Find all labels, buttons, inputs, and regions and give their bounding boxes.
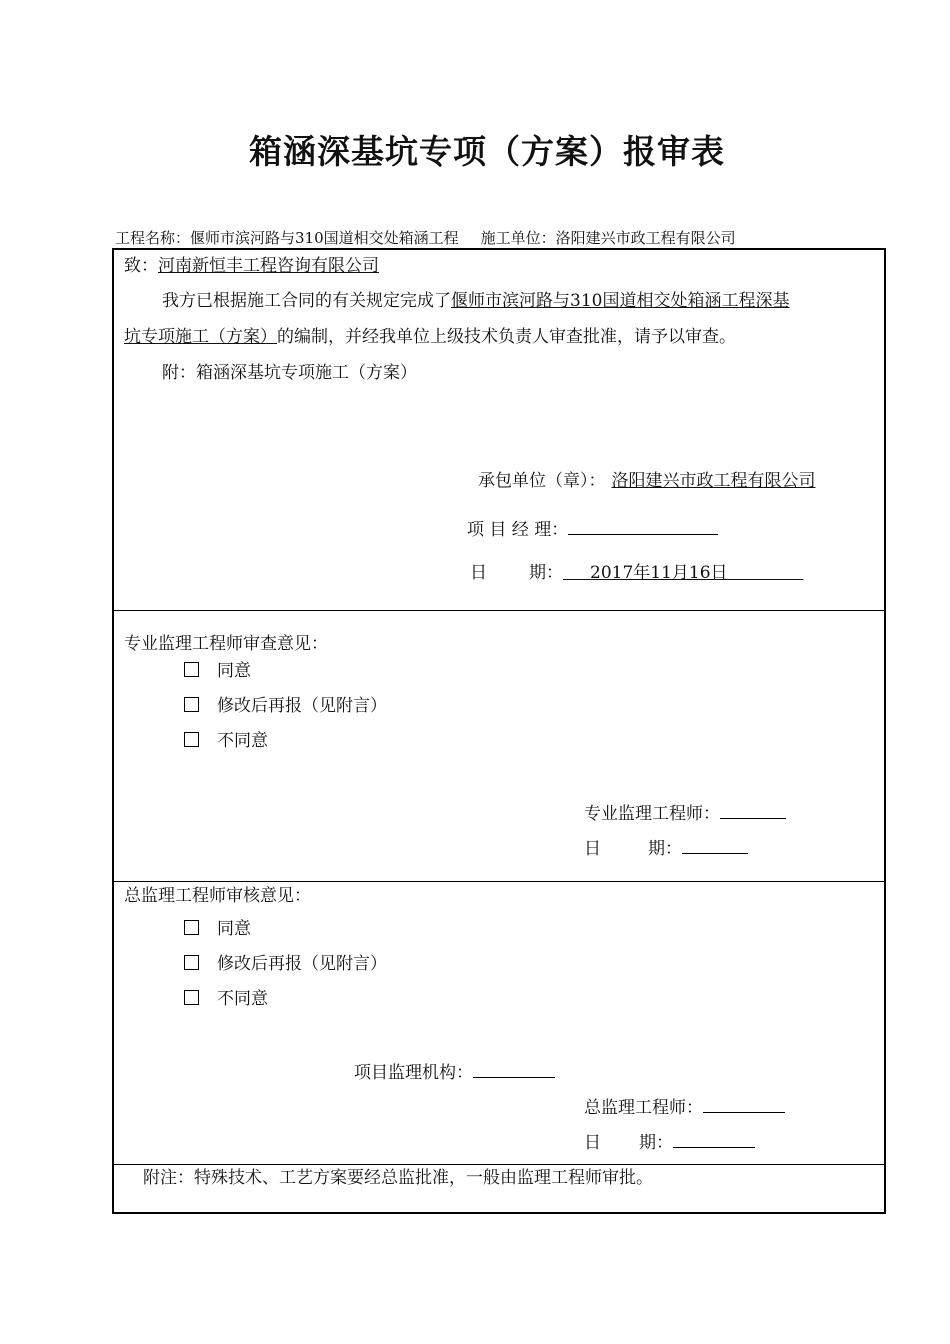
date-label-b: 期：: [639, 1133, 673, 1153]
option-agree[interactable]: [184, 662, 251, 680]
specialist-heading: 专业监理工程师审查意见：: [124, 634, 328, 654]
contractor-seal-line: [478, 473, 816, 490]
option-disagree[interactable]: [184, 732, 268, 750]
chief-review-section: [114, 882, 884, 1165]
checkbox-icon[interactable]: [184, 990, 199, 1005]
option-agree[interactable]: [184, 920, 251, 938]
body-suffix: 的编制，并经我单位上级技术负责人审查批准，请予以审查。: [277, 327, 736, 347]
chief-date-blank: [673, 1132, 755, 1148]
specialist-signature-line: [584, 803, 786, 823]
checkbox-icon[interactable]: [184, 662, 199, 677]
recipient-name: 河南新恒丰工程咨询有限公司: [158, 256, 379, 276]
chief-engineer-label: 总监理工程师：: [584, 1098, 703, 1118]
body-line-1: [162, 293, 789, 310]
org-label: 项目监理机构：: [354, 1063, 473, 1083]
contractor-seal-value: 洛阳建兴市政工程有限公司: [611, 471, 816, 491]
page-title: 箱涵深基坑专项（方案）报审表: [249, 132, 725, 171]
body-line-2: [124, 329, 736, 346]
specialist-date-line: [584, 838, 748, 858]
specialist-date-blank: [682, 838, 748, 854]
recipient-line: [124, 258, 379, 275]
chief-signature-line: [584, 1097, 785, 1117]
contractor-name: 洛阳建兴市政工程有限公司: [555, 229, 736, 247]
option-revise[interactable]: [184, 955, 387, 973]
checkbox-icon[interactable]: [184, 732, 199, 747]
review-form: [112, 248, 886, 1214]
footer-note: 附注：特殊技术、工艺方案要经总监批准，一般由监理工程师审批。: [143, 1168, 653, 1188]
specialist-signature-blank: [720, 803, 786, 819]
option-label: 修改后再报（见附言）: [217, 954, 387, 974]
checkbox-icon[interactable]: [184, 697, 199, 712]
option-label: 修改后再报（见附言）: [217, 696, 387, 716]
manager-label: 项 目 经 理：: [467, 520, 569, 540]
manager-signature-blank: [568, 519, 718, 535]
date-label-b: 期：: [529, 563, 563, 583]
option-label: 不同意: [217, 989, 268, 1009]
submission-date-line: [470, 565, 803, 582]
body-prefix: 我方已根据施工合同的有关规定完成了: [162, 291, 451, 311]
footer-section: [114, 1165, 884, 1212]
date-label-b: 期：: [648, 839, 682, 859]
option-label: 不同意: [217, 731, 268, 751]
date-text: 2017年11月16日: [590, 563, 728, 583]
attachment-line: 附：箱涵深基坑专项施工（方案）: [162, 363, 417, 383]
submission-date-value: [563, 563, 803, 583]
body-plan-underlined: 坑专项施工（方案）: [124, 327, 277, 347]
body-project-underlined: 偃师市滨河路与310国道相交处箱涵工程深基: [451, 291, 790, 311]
checkbox-icon[interactable]: [184, 955, 199, 970]
project-name: 偃师市滨河路与310国道相交处箱涵工程: [190, 229, 459, 247]
manager-line: [467, 519, 718, 539]
submission-section: [114, 250, 884, 611]
chief-heading: 总监理工程师审核意见：: [124, 886, 311, 906]
date-label-a: 日: [584, 839, 601, 859]
checkbox-icon[interactable]: [184, 920, 199, 935]
option-label: 同意: [217, 661, 251, 681]
specialist-engineer-label: 专业监理工程师：: [584, 804, 720, 824]
chief-signature-blank: [703, 1097, 785, 1113]
specialist-review-section: [114, 611, 884, 882]
org-blank: [473, 1062, 555, 1078]
contractor-seal-label: 承包单位（章）：: [478, 471, 606, 491]
option-disagree[interactable]: [184, 990, 268, 1008]
option-revise[interactable]: [184, 697, 387, 715]
project-label: 工程名称：: [115, 229, 191, 247]
date-label-a: 日: [584, 1133, 601, 1153]
project-meta: [115, 227, 736, 248]
recipient-label: 致：: [124, 256, 158, 276]
org-line: [354, 1062, 555, 1082]
option-label: 同意: [217, 919, 251, 939]
chief-date-line: [584, 1132, 755, 1152]
date-label-a: 日: [470, 563, 487, 583]
contractor-label: 施工单位：: [480, 229, 556, 247]
